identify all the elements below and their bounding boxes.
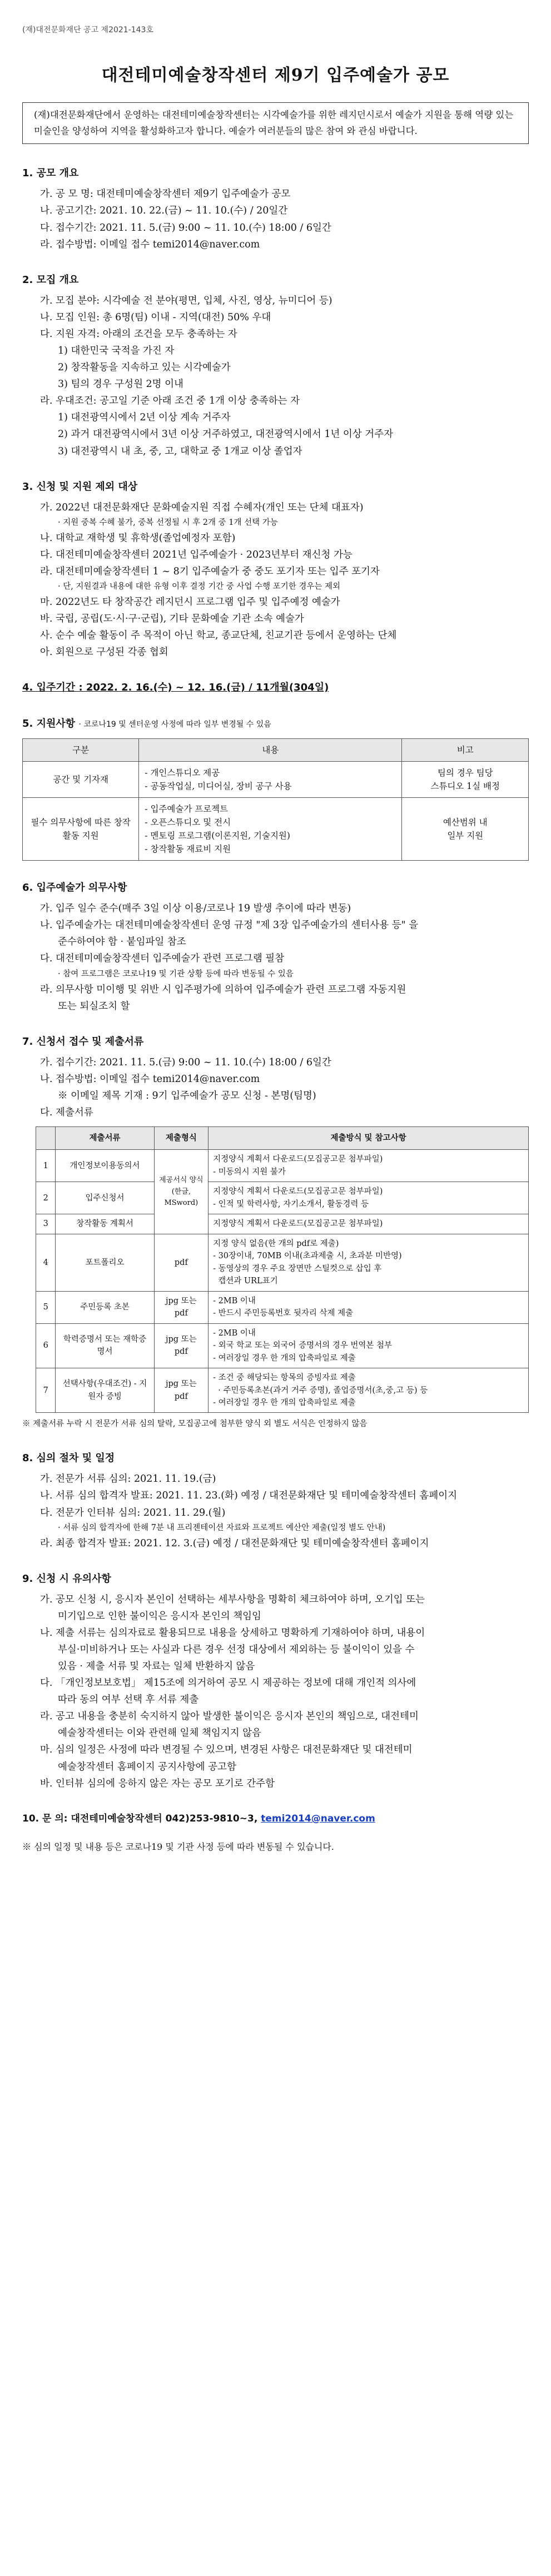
section-title: 3. 신청 및 지원 제외 대상: [22, 480, 138, 493]
table-row: [23, 762, 529, 798]
text-line: 미기입으로 인한 불이익은 응시자 본인의 책임임: [58, 1610, 261, 1622]
text-line: 라. 의무사항 미이행 및 위반 시 입주평가에 의하여 입주예술가 관련 프로그램 자동지원: [40, 984, 406, 995]
doc-description-line: - 반드시 주민등록번호 뒷자리 삭제 제출: [213, 1309, 354, 1318]
support-content-line: - 입주예술가 프로젝트: [145, 804, 229, 815]
intro-box: (재)대전문화재단에서 운영하는 대전테미예술창작센터는 시각예술가를 위한 레지던시로서 예술가 지원을 통해 역량 있는 미술인을 양성하여 지역을 활성화하고자 합니다. 예술가 여러분들의 많은 참여 와 관심 바랍니다.: [22, 102, 529, 145]
text-line: 나. 입주예술가는 대전테미예술창작센터 운영 규정 "제 3장 입주예술가의 센터사용 등" 을: [40, 920, 419, 931]
notice-page: [22, 0, 529, 1877]
doc-description-line: - 30장이내, 70MB 이내(초과제출 시, 초과분 미반영): [213, 1252, 402, 1261]
support-note-line: 예산범위 내: [443, 817, 488, 828]
doc-description-line: 지정양식 계획서 다운로드(모집공고문 첨부파일): [213, 1219, 383, 1229]
overview-line: 다. 접수기간: 2021. 11. 5.(금) 9:00 ~ 11. 10.(수) 18:00 / 6일간: [40, 222, 331, 234]
text-line: 가. 전문가 서류 심의: 2021. 11. 19.(금): [40, 1473, 216, 1485]
text-line: · 지원 중복 수혜 불가, 중복 선정될 시 후 2개 중 1개 선택 가능: [58, 518, 278, 527]
text-line: 부실·미비하거나 또는 사실과 다른 경우 선정 대상에서 제외하는 등 불이익이 있을 수: [58, 1644, 415, 1655]
doc-description-line: - 조건 중 해당되는 항목의 증빙자료 제출: [213, 1373, 356, 1383]
doc-name: 학력증명서 또는 재학증명서: [56, 1323, 154, 1368]
text-line: 다. 지원 자격: 아래의 조건을 모두 충족하는 자: [40, 328, 237, 340]
text-line: 2) 과거 대전광역시에서 3년 이상 거주하였고, 대전광역시에서 1년 이상 거주자: [58, 429, 394, 440]
obligation-lines: [22, 900, 529, 1015]
doc-description-line: - 2MB 이내: [213, 1328, 256, 1338]
support-note-line: 스튜디오 1실 배정: [430, 781, 500, 792]
text-line: 따라 동의 여부 선택 후 서류 제출: [58, 1694, 199, 1706]
section-residency-period: [22, 679, 529, 697]
text-line: 바. 인터뷰 심의에 응하지 않은 자는 공모 포기로 간주함: [40, 1778, 275, 1789]
text-line: 다. 제출서류: [40, 1106, 93, 1118]
table-row: [36, 1182, 529, 1214]
text-line: 가. 모집 분야: 시각예술 전 분야(평면, 입체, 사진, 영상, 뉴미디어 등): [40, 295, 332, 306]
contact-email-link[interactable]: temi2014@naver.com: [261, 1813, 375, 1824]
text-line: 있음 · 제출 서류 및 자료는 일체 반환하지 않음: [58, 1660, 255, 1672]
table-header: 내용: [139, 739, 402, 762]
doc-description-line: - 동영상의 경우 주요 장면만 스틸컷으로 삽입 후: [213, 1264, 382, 1273]
doc-description: [209, 1368, 529, 1413]
recruitment-lines: [22, 292, 529, 460]
doc-name: 입주신청서: [56, 1182, 154, 1214]
text-line: 3) 팀의 경우 구성원 2명 이내: [58, 379, 183, 390]
doc-name: 선택사항(우대조건) - 지원자 증빙: [56, 1368, 154, 1413]
text-line: 나. 모집 인원: 총 6명(팀) 이내 - 지역(대전) 50% 우대: [40, 311, 271, 323]
table-header: 제출서류: [56, 1127, 154, 1150]
exclusion-lines: [22, 499, 529, 661]
text-line: 라. 최종 합격자 발표: 2021. 12. 3.(금) 예정 / 대전문화재단 및 테미예술창작센터 홈페이지: [40, 1537, 429, 1549]
table-header: 비고: [402, 739, 529, 762]
support-content-line: - 오픈스튜디오 및 전시: [145, 817, 231, 828]
doc-description-line: - 여러장일 경우 한 개의 압축파일로 제출: [213, 1353, 356, 1363]
doc-number: 6: [36, 1323, 56, 1368]
support-content-line: - 멘토링 프로그램(이론지원, 기술지원): [145, 831, 290, 841]
text-line: 가. 공모 신청 시, 응시자 본인이 선택하는 세부사항을 명확히 체크하여야 하며, 오기입 또는: [40, 1594, 425, 1605]
section-obligations: [22, 880, 529, 1014]
doc-number: 1: [36, 1150, 56, 1182]
doc-description-line: - 외국 학교 또는 외국어 증명서의 경우 번역본 첨부: [213, 1341, 392, 1351]
text-line: 예술창작센터 홈페이지 공지사항에 공고함: [58, 1761, 236, 1773]
support-note: [402, 762, 529, 798]
text-line: 준수하여야 함 · 붙임파일 참조: [58, 936, 186, 948]
section-application: [22, 1034, 529, 1432]
text-line: 나. 접수방법: 이메일 접수 temi2014@naver.com: [40, 1073, 260, 1085]
support-note: [402, 798, 529, 861]
text-line: · 단, 지원결과 내용에 대한 유형 이후 결정 기간 중 사업 수행 포기한 경우는 제외: [58, 582, 340, 591]
section-title: 8. 심의 절차 및 일정: [22, 1452, 115, 1465]
table-row: [36, 1234, 529, 1291]
support-content: [139, 762, 402, 798]
table-header: [36, 1127, 56, 1150]
notice-number: (재)대전문화재단 공고 제2021-143호: [22, 26, 153, 34]
caution-lines: [22, 1591, 529, 1792]
text-line: 라. 공고 내용을 충분히 숙지하지 않아 발생한 불이익은 응시자 본인의 책임으로, 대전테미: [40, 1711, 419, 1723]
doc-format: pdf: [154, 1234, 208, 1291]
section-title: 6. 입주예술가 의무사항: [22, 882, 127, 894]
section-overview: [22, 165, 529, 252]
doc-description: [209, 1234, 529, 1291]
table-header: 구분: [23, 739, 139, 762]
overview-line: 가. 공 모 명: 대전테미예술창작센터 제9기 입주예술가 공모: [40, 188, 291, 200]
text-line: 다. 「개인정보보호법」 제15조에 의거하여 공모 시 제공하는 정보에 대해 개인적 의사에: [40, 1677, 416, 1689]
section-title: 2. 모집 개요: [22, 274, 79, 286]
support-content-line: - 창작활동 재료비 지원: [145, 844, 231, 855]
doc-format: 제공서식 양식 (한글, MSword): [154, 1150, 208, 1234]
text-line: 다. 전문가 인터뷰 심의: 2021. 11. 29.(월): [40, 1507, 226, 1518]
doc-format: jpg 또는 pdf: [154, 1368, 208, 1413]
text-line: 라. 우대조건: 공고일 기준 아래 조건 중 1개 이상 충족하는 자: [40, 395, 300, 407]
text-line: ※ 이메일 제목 기재 : 9기 입주예술가 공모 신청 - 본명(팀명): [58, 1090, 316, 1101]
doc-description: [209, 1214, 529, 1234]
text-line: 가. 입주 일수 준수(매주 3일 이상 이용/코로나 19 발생 추이에 따라 변동): [40, 903, 351, 915]
section-title: 9. 신청 시 유의사항: [22, 1572, 111, 1585]
support-content-line: - 개인스튜디오 제공: [145, 768, 220, 778]
support-category: 필수 의무사항에 따른 창작활동 지원: [23, 798, 139, 861]
text-line: 라. 대전테미예술창작센터 1 ~ 8기 입주예술가 중 중도 포기자 또는 입주 포기자: [40, 565, 380, 577]
table-row: [36, 1150, 529, 1182]
text-line: 마. 2022년도 타 창작공간 레지던시 프로그램 입주 및 입주예정 예술가: [40, 596, 340, 608]
doc-description-line: 지정양식 계획서 다운로드(모집공고문 첨부파일): [213, 1187, 383, 1197]
contact-line: [22, 1811, 529, 1827]
text-line: 나. 대학교 재학생 및 휴학생(졸업예정자 포함): [40, 532, 236, 544]
doc-name: 주민등록 초본: [56, 1291, 154, 1323]
text-line: 아. 회원으로 구성된 각종 협회: [40, 647, 168, 658]
text-line: 가. 접수기간: 2021. 11. 5.(금) 9:00 ~ 11. 10.(수) 18:00 / 6일간: [40, 1056, 331, 1068]
text-line: 마. 심의 일정은 사정에 따라 변경될 수 있으며, 변경된 사항은 대전문화재단 및 대전테미: [40, 1744, 413, 1756]
footer-note: ※ 심의 일정 및 내용 등은 코로나19 및 기관 사정 등에 따라 변동될 수 있습니다.: [22, 1841, 334, 1852]
doc-description-line: - 인적 및 학력사항, 자기소개서, 활동경력 등: [213, 1199, 369, 1209]
text-line: 또는 퇴실조치 할: [58, 1000, 130, 1012]
section-support: [22, 716, 529, 861]
text-line: 1) 대전광역시에서 2년 이상 계속 거주자: [58, 412, 231, 424]
documents-table: [36, 1126, 529, 1413]
section-title-note: · 코로나19 및 센터운영 사정에 따라 일부 변경될 수 있음: [78, 720, 271, 729]
application-lines: [22, 1054, 529, 1121]
contact-label: 10. 문 의: 대전테미예술창작센터 042)253-9810~3,: [22, 1813, 258, 1824]
doc-description: [209, 1291, 529, 1323]
text-line: 2) 창작활동을 지속하고 있는 시각예술가: [58, 362, 231, 374]
doc-description-line: 지정양식 계획서 다운로드(모집공고문 첨부파일): [213, 1155, 383, 1164]
section-title: 5. 지원사항: [22, 718, 76, 730]
table-header: 제출형식: [154, 1127, 208, 1150]
table-row: [36, 1368, 529, 1413]
section-title: 1. 공모 개요: [22, 167, 79, 180]
doc-description: [209, 1150, 529, 1182]
text-line: 1) 대한민국 국적을 가진 자: [58, 345, 175, 356]
review-lines: [22, 1471, 529, 1551]
section-review: [22, 1450, 529, 1551]
text-line: 다. 대전테미예술창작센터 입주예술가 관련 프로그램 필참: [40, 953, 285, 965]
section-recruitment: [22, 272, 529, 460]
doc-description: [209, 1323, 529, 1368]
page-title: 대전테미예술창작센터 제9기 입주예술가 공모: [101, 66, 450, 86]
support-category: 공간 및 기자재: [23, 762, 139, 798]
text-line: 3) 대전광역시 내 초, 중, 고, 대학교 중 1개교 이상 졸업자: [58, 445, 302, 457]
table-row: [36, 1291, 529, 1323]
doc-number: 5: [36, 1291, 56, 1323]
support-table: [22, 738, 529, 861]
table-row: [36, 1323, 529, 1368]
doc-description-line: · 주민등록초본(과거 거주 증명), 졸업증명서(초,중,고 등) 등: [213, 1386, 428, 1395]
doc-name: 창작활동 계획서: [56, 1214, 154, 1234]
doc-number: 2: [36, 1182, 56, 1214]
table-row: [36, 1214, 529, 1234]
doc-name: 개인정보이용동의서: [56, 1150, 154, 1182]
documents-footnote: ※ 제출서류 누락 시 전문가 서류 심의 탈락, 모집공고에 첨부한 양식 외 별도 서식은 인정하지 않음: [22, 1419, 368, 1429]
doc-description-line: - 여러장일 경우 한 개의 압축파일로 제출: [213, 1398, 356, 1407]
support-content: [139, 798, 402, 861]
doc-description-line: - 미동의시 지원 불가: [213, 1167, 286, 1177]
doc-description-line: - 2MB 이내: [213, 1296, 256, 1306]
doc-description-line: 지정 양식 없음(한 개의 pdf로 제출): [213, 1239, 339, 1248]
text-line: · 서류 심의 합격자에 한해 7분 내 프리젠테이션 자료와 프로젝트 예산안 제출(일정 별도 안내): [58, 1523, 386, 1532]
text-line: 예술창작센터는 이와 관련해 일체 책임지지 않음: [58, 1728, 261, 1739]
text-line: 나. 서류 심의 합격자 발표: 2021. 11. 23.(화) 예정 / 대전문화재단 및 테미예술창작센터 홈페이지: [40, 1490, 458, 1502]
section-title: 4. 입주기간 : 2022. 2. 16.(수) ~ 12. 16.(금) / 11개월(304일): [22, 682, 329, 694]
doc-number: 4: [36, 1234, 56, 1291]
doc-number: 3: [36, 1214, 56, 1234]
text-line: 가. 2022년 대전문화재단 문화예술지원 직접 수혜자(개인 또는 단체 대표자): [40, 502, 364, 513]
table-header: 제출방식 및 참고사항: [209, 1127, 529, 1150]
text-line: 다. 대전테미예술창작센터 2021년 입주예술가 · 2023년부터 재신청 가능: [40, 549, 353, 560]
doc-name: 포트폴리오: [56, 1234, 154, 1291]
doc-format: jpg 또는 pdf: [154, 1323, 208, 1368]
section-title: 7. 신청서 접수 및 제출서류: [22, 1035, 144, 1048]
overview-line: 라. 접수방법: 이메일 접수 temi2014@naver.com: [40, 239, 260, 250]
doc-number: 7: [36, 1368, 56, 1413]
section-cautions: [22, 1571, 529, 1792]
doc-format: jpg 또는 pdf: [154, 1291, 208, 1323]
support-content-line: - 공동작업실, 미디어실, 장비 공구 사용: [145, 781, 292, 792]
overview-line: 나. 공고기간: 2021. 10. 22.(금) ~ 11. 10.(수) / 20일간: [40, 205, 288, 217]
doc-description-line: 캡션과 URL표기: [213, 1277, 278, 1286]
doc-description: [209, 1182, 529, 1214]
text-line: 나. 제출 서류는 심의자료로 활용되므로 내용을 상세하고 명확하게 기재하여야 하며, 내용이: [40, 1627, 425, 1639]
section-exclusions: [22, 479, 529, 661]
table-row: [23, 798, 529, 861]
support-note-line: 일부 지원: [447, 831, 484, 841]
support-note-line: 팀의 경우 팀당: [437, 768, 493, 778]
text-line: 바. 국립, 공립(도·시·구·군립), 기타 문화예술 기관 소속 예술가: [40, 613, 304, 624]
text-line: 사. 순수 예술 활동이 주 목적이 아닌 학교, 종교단체, 친교기관 등에서 운영하는 단체: [40, 630, 397, 642]
text-line: · 참여 프로그램은 코로나19 및 기관 상황 등에 따라 변동될 수 있음: [58, 969, 294, 979]
